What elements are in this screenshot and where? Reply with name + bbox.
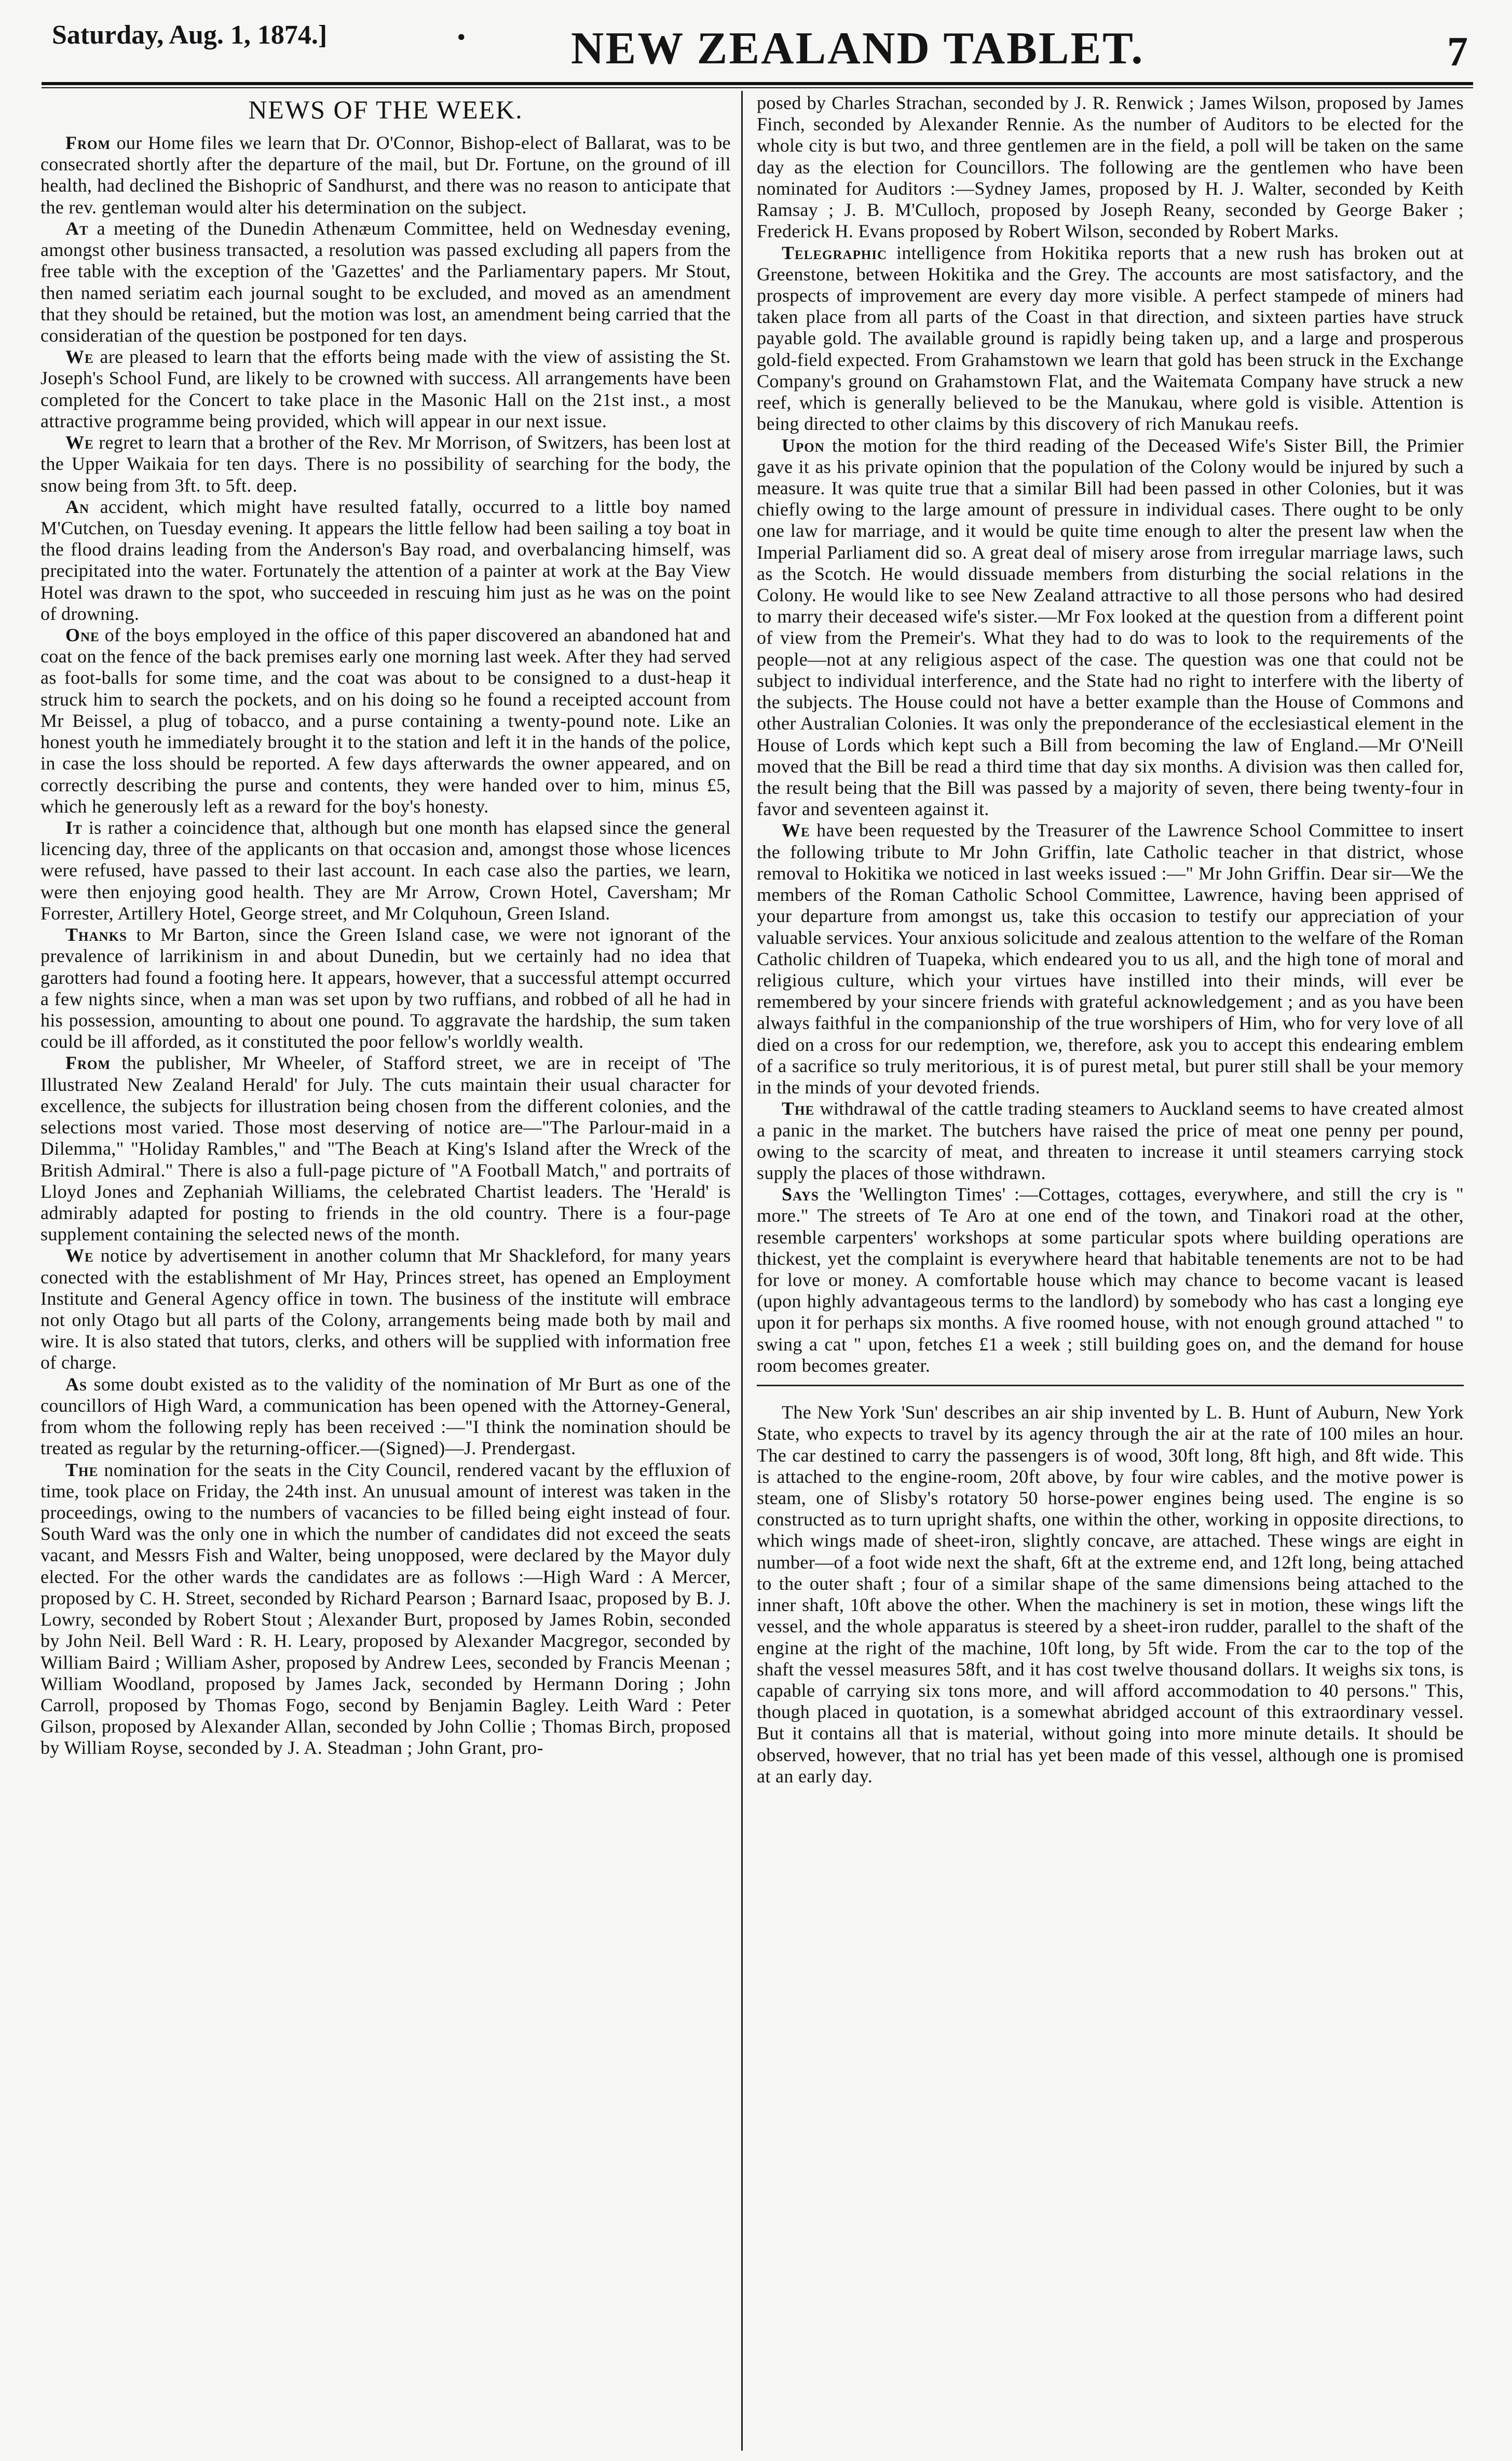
paragraph-text: the motion for the third reading of the Deceased Wife's Sister Bill, the Primier gave it as his private opinion that the population of the Colony would be injured by such a measure. It was quite true that a similar Bill had been passed in other Colonies, but it was chiefly owing to the large amount of pressure in individual cases. There ought to be only one law for marriage, and it would be quite time enough to alter the present law when the Imperial Parliament did so. A great deal of misery arose from irregular marriage laws, such as the Scotch. He would dissuade members from disturbing the social relations in the Colony. He would like to see New Zealand attractive to all those persons who had desired to marry their deceased wife's sister.—Mr Fox looked at the question from a different point of view from the Premeir's. What they had to do was to look to the requirements of the people—not at any religious aspect of the case. The question was one that could not be subject to individual interference, and the State had no right to interfere with the liberty of the subjects. The House could not have a better example than the House of Commons and other Australian Colonies. It was only the preponderance of the ecclesiastical element in the House of Lords which kept such a Bill from becoming the law of England.—Mr O'Neill moved that the Bill be read a third time that day six months. A division was then called for, the result being that the Bill was passed by a majority of seven, there being twenty-four in favor and seventeen against it. — [757, 435, 1464, 820]
article-paragraph — [40, 1052, 731, 1245]
paragraph-text: our Home files we learn that Dr. O'Connor, Bishop-elect of Ballarat, was to be consecrated shortly after the departure of the mail, but Dr. Fortune, on the ground of ill health, had declined the Bishopric of Sandhurst, and there was no reason to anticipate that the rev. gentleman would alter his determination on the subject. — [40, 132, 731, 218]
paragraph-lead-word: An — [65, 496, 90, 517]
article-paragraph — [40, 496, 731, 625]
newspaper-title: NEW ZEALAND TABLET. — [571, 23, 1145, 74]
article-paragraph — [40, 1459, 731, 1759]
header-rule-thin — [42, 87, 1473, 88]
article-paragraph — [40, 346, 731, 432]
paragraph-lead-word: From — [65, 132, 111, 153]
issue-date: Saturday, Aug. 1, 1874.] — [52, 20, 328, 50]
article-paragraph — [757, 1098, 1464, 1184]
header-ornament: . — [457, 8, 466, 48]
airship-article: The New York 'Sun' describes an air ship invented by L. B. Hunt of Auburn, New York State, who expects to travel by its agency through the air at the rate of 100 miles an hour. The car destined to carry the passengers is of wood, 30ft long, 8ft high, and 8ft wide. This is attached to the engine-room, 20ft above, by four wire cables, and the motive power is steam, one of Slisby's rotatory 50 horse-power engines being used. The engine is so constructed as to turn upright shafts, one within the other, working in opposite directions, to which wings made of sheet-iron, slightly concave, are attached. These wings are eight in number—of a foot wide next the shaft, 6ft at the extreme end, and 12ft long, being attached to the outer shaft ; four of a similar shape of the same dimensions being attached to the inner shaft, 10ft above the other. When the machinery is set in motion, these wings lift the vessel, and the whole apparatus is steered by a sheet-iron rudder, parallel to the shaft of the engine at the right of the machine, 10ft long, by 5ft wide. From the car to the top of the shaft the vessel measures 58ft, and it has cost twelve thousand dollars. It weighs six tons, is capable of carrying six tons more, and will afford accommodation to 40 persons." This, though placed in quotation, is a somewhat abridged account of this extraordinary vessel. But it contains all that is material, without going into more minute details. It should be observed, however, that no trial has yet been made of this vessel, although one is promised at an early day. — [757, 1402, 1464, 1787]
paragraph-lead-word: The — [65, 1459, 99, 1480]
paragraph-lead-word: At — [65, 218, 89, 239]
page-header — [42, 0, 1473, 73]
news-paragraphs — [40, 132, 731, 1759]
paragraph-text: have been requested by the Treasurer of the Lawrence School Committee to insert the following tribute to Mr John Griffin, late Catholic teacher in that district, whose removal to Hokitika we noticed in last weeks issued :—" Mr John Griffin. Dear sir—We the members of the Roman Catholic School Committee, Lawrence, having been apprised of your departure from amongst us, take this occasion to testify our appreciation of your valuable services. Your anxious solicitude and zealous attention to the welfare of the Roman Catholic children of Tuapeka, which endeared you to us all, and the high tone of moral and religious culture, which your virtues have instilled into their minds, will ever be remembered by your sincere friends with grateful acknowledgement ; and as you have been always faithful in the companionship of the true worshipers of Him, who for very love of all died on a cross for our redemption, we, therefore, ask you to accept this endearing emblem of a sacrifice so truly meritorious, it is of purest metal, but purer still shall be your memory in the minds of your devoted friends. — [757, 820, 1464, 1098]
article-paragraph — [757, 242, 1464, 435]
article-paragraph — [40, 1245, 731, 1373]
page-number: 7 — [1447, 29, 1468, 75]
article-paragraph — [757, 92, 1464, 242]
right-paragraphs — [757, 92, 1464, 1376]
article-paragraph — [40, 625, 731, 817]
paragraph-text: of the boys employed in the office of this paper discovered an abandoned hat and coat on the fence of the back premises early one morning last week. After they had served as foot-balls for some time, and the coat was about to be consigned to a dust-heap it struck him to search the pockets, and on his doing so he found a receipted account from Mr Beissel, a plug of tobacco, and a purse containing a twenty-pound note. Like an honest youth he immediately brought it to the station and left it in the hands of the police, in case the loss should be reported. A few days afterwards the owner appeared, and on correctly describing the purse and contents, they were handed over to him, minus £5, which he generously left as a reward for the boy's honesty. — [40, 625, 731, 817]
paragraph-text: regret to learn that a brother of the Rev. Mr Morrison, of Switzers, has been lost at the Upper Waikaia for ten days. There is no possibility of searching for the body, the snow being from 3ft. to 5ft. deep. — [40, 432, 731, 496]
paragraph-lead-word: Thanks — [65, 924, 127, 945]
paragraph-text: accident, which might have resulted fatally, occurred to a little boy named M'Cutchen, on Tuesday evening. It appears the little fellow had been sailing a toy boat in the flood drains leading from the Anderson's Bay road, and overbalancing himself, was precipitated into the water. Fortunately the attention of a painter at work at the Bay View Hotel was drawn to the spot, who succeeded in rescuing him just as he was on the point of drowning. — [40, 496, 731, 624]
right-column — [757, 92, 1464, 1787]
article-paragraph — [40, 1374, 731, 1459]
paragraph-text: the 'Wellington Times' :—Cottages, cottages, everywhere, and still the cry is " more." The streets of Te Aro at one end of the town, and Tinakori road at the other, resemble carpenters' workshops at some particular spots where building operations are thickest, yet the complaint is everywhere heard that habitable tenements are not to be had for love or money. A comfortable house which may chance to become vacant is leased (upon highly advantageous terms to the landlord) by somebody who has cast a longing eye upon it for perhaps six months. A five roomed house, with not enough ground attached " to swing a cat " upon, fetches £1 a week ; still building goes on, and the demand for house room becomes greater. — [757, 1184, 1464, 1376]
paragraph-lead-word: We — [65, 1245, 94, 1266]
column-divider — [741, 91, 743, 2451]
paragraph-lead-word: Says — [782, 1184, 819, 1205]
paragraph-lead-word: From — [65, 1052, 111, 1074]
paragraph-lead-word: Telegraphic — [782, 242, 888, 263]
article-paragraph — [40, 132, 731, 218]
header-rule — [42, 82, 1473, 85]
paragraph-text: some doubt existed as to the validity of the nomination of Mr Burt as one of the councillors of High Ward, a communication has been opened with the Attorney-General, from whom the following reply has been received :—"I think the nomination should be treated as regular by the returning-officer.—(Signed)—J. Prendergast. — [40, 1373, 731, 1459]
paragraph-text: notice by advertisement in another column that Mr Shackleford, for many years conected with the establishment of Mr Hay, Princes street, has opened an Employment Institute and General Agency office in town. The business of the institute will embrace not only Otago but all parts of the Colony, arrangements being made both by mail and wire. It is also stated that tutors, clerks, and others will be supplied with information free of charge. — [40, 1245, 731, 1373]
paragraph-text: is rather a coincidence that, although but one month has elapsed since the general licencing day, three of the applicants on that occasion and, amongst those whose licences were refused, have passed to their last account. In each case also the parties, we learn, were then enjoying good health. They are Mr Arrow, Crown Hotel, Caversham; Mr Forrester, Artillery Hotel, George street, and Mr Colquhoun, Green Island. — [40, 817, 731, 924]
paragraph-text: intelligence from Hokitika reports that a new rush has broken out at Greenstone, between Hokitika and the Grey. The accounts are most satisfactory, and the prospects of improvement are every day more visible. A perfect stampede of miners had taken place from all parts of the Coast in that direction, and sixteen parties have struck payable gold. The available ground is rapidly being taken up, and a large and prosperous gold-field expected. From Grahamstown we learn that gold has been struck in the Exchange Company's ground on Grahamstown Flat, and the Waitemata Company have struck a new reef, which is generally believed to be the Manukau, where gold is visible. Attention is being directed to other claims by this discovery of rich Manukau reefs. — [757, 242, 1464, 435]
paragraph-text: the publisher, Mr Wheeler, of Stafford street, we are in receipt of 'The Illustrated New Zealand Herald' for July. The cuts maintain their usual character for excellence, the subjects for illustration being chosen from the different colonies, and the selections most varied. Those most deserving of notice are—"The Parlour-maid in a Dilemma," "Holiday Rambles," and "The Beach at King's Island after the Wreck of the British Admiral." There is also a full-page picture of "A Football Match," and portraits of Lloyd Jones and Zephaniah Williams, the celebrated Chartist leaders. The 'Herald' is admirably adapted for posting to friends in the old country. There is a four-page supplement containing the selected news of the month. — [40, 1052, 731, 1245]
paragraph-lead-word: One — [65, 625, 100, 646]
paragraph-lead-word: As — [65, 1373, 87, 1395]
article-paragraph — [40, 817, 731, 924]
paragraph-lead-word: We — [65, 346, 94, 368]
article-paragraph — [40, 218, 731, 346]
article-paragraph — [40, 432, 731, 496]
paragraph-lead-word: It — [65, 817, 83, 838]
paragraph-text: to Mr Barton, since the Green Island case, we were not ignorant of the prevalence of larrikinism in and about Dunedin, but we certainly had no idea that garotters had found a footing here. It appears, however, that a successful attempt occurred a few nights since, when a man was set upon by two ruffians, and robbed of all he had in his possession, amounting to about one pound. To aggravate the hardship, the sum taken could be ill afforded, as it constituted the poor fellow's worldly wealth. — [40, 924, 731, 1052]
section-title: NEWS OF THE WEEK. — [248, 95, 523, 124]
article-paragraph — [757, 820, 1464, 1098]
paragraph-text: withdrawal of the cattle trading steamers to Auckland seems to have created almost a panic in the market. The butchers have raised the price of meat one penny per pound, owing to the scarcity of meat, and threaten to increase it until steamers carrying stock supply the places of those withdrawn. — [757, 1098, 1464, 1183]
paragraph-lead-word: We — [65, 432, 94, 453]
paragraph-lead-word: The — [782, 1098, 815, 1119]
story-divider — [757, 1385, 1464, 1386]
paragraph-text: nomination for the seats in the City Council, rendered vacant by the effluxion of time, took place on Friday, the 24th inst. An unusual amount of interest was taken in the proceedings, owing to the numbers of vacancies to be filled being eight instead of four. South Ward was the only one in which the number of candidates did not exceed the seats vacant, and Messrs Fish and Walter, being unopposed, were declared by the Mayor duly elected. For the other wards the candidates are as follows :—High Ward : A Mercer, proposed by C. H. Street, seconded by Richard Pearson ; Barnard Isaac, proposed by B. J. Lowry, seconded by Robert Stout ; Alexander Burt, proposed by James Robin, seconded by John Neil. Bell Ward : R. H. Leary, proposed by Alexander Macgregor, seconded by William Baird ; William Asher, proposed by Andrew Lees, seconded by Francis Meenan ; William Woodland, proposed by James Jack, seconded by Hermann Doring ; John Carroll, proposed by Thomas Fogo, second by Benjamin Bagley. Leith Ward : Peter Gilson, proposed by Alexander Allan, seconded by John Collie ; Thomas Birch, proposed by William Royse, seconded by J. A. Steadman ; John Grant, pro- — [40, 1459, 731, 1759]
article-paragraph — [40, 924, 731, 1052]
paragraph-lead-word: Upon — [782, 435, 825, 456]
article-paragraph — [757, 1184, 1464, 1376]
paragraph-text: a meeting of the Dunedin Athenæum Committee, held on Wednesday evening, amongst other business transacted, a resolution was passed excluding all papers from the free table with the exception of the 'Gazettes' and the Parliamentary papers. Mr Stout, then named seriatim each journal sought to be excluded, and moved as an amendment that they should be retained, but the motion was lost, an amendment being carried that the consideratian of the question be postponed for ten days. — [40, 218, 731, 346]
paragraph-text: are pleased to learn that the efforts being made with the view of assisting the St. Joseph's School Fund, are likely to be crowned with success. All arrangements have been completed for the Concert to take place in the Masonic Hall on the 21st inst., a most attractive programme being provided, which will appear in our next issue. — [40, 346, 731, 431]
article-paragraph — [757, 435, 1464, 820]
left-column — [40, 92, 731, 1759]
paragraph-lead-word: We — [782, 820, 810, 841]
paragraph-text: posed by Charles Strachan, seconded by J. R. Renwick ; James Wilson, proposed by James Finch, seconded by Alexander Rennie. As the number of Auditors to be elected for the whole city is but two, and three gentlemen are in the field, a poll will be taken on the same day as the election for Councillors. The following are the gentlemen who have been nominated for Auditors :—Sydney James, proposed by H. J. Walter, seconded by Keith Ramsay ; J. B. M'Culloch, proposed by Joseph Reany, seconded by George Baker ; Frederick H. Evans proposed by Robert Wilson, seconded by Robert Marks. — [757, 92, 1464, 242]
